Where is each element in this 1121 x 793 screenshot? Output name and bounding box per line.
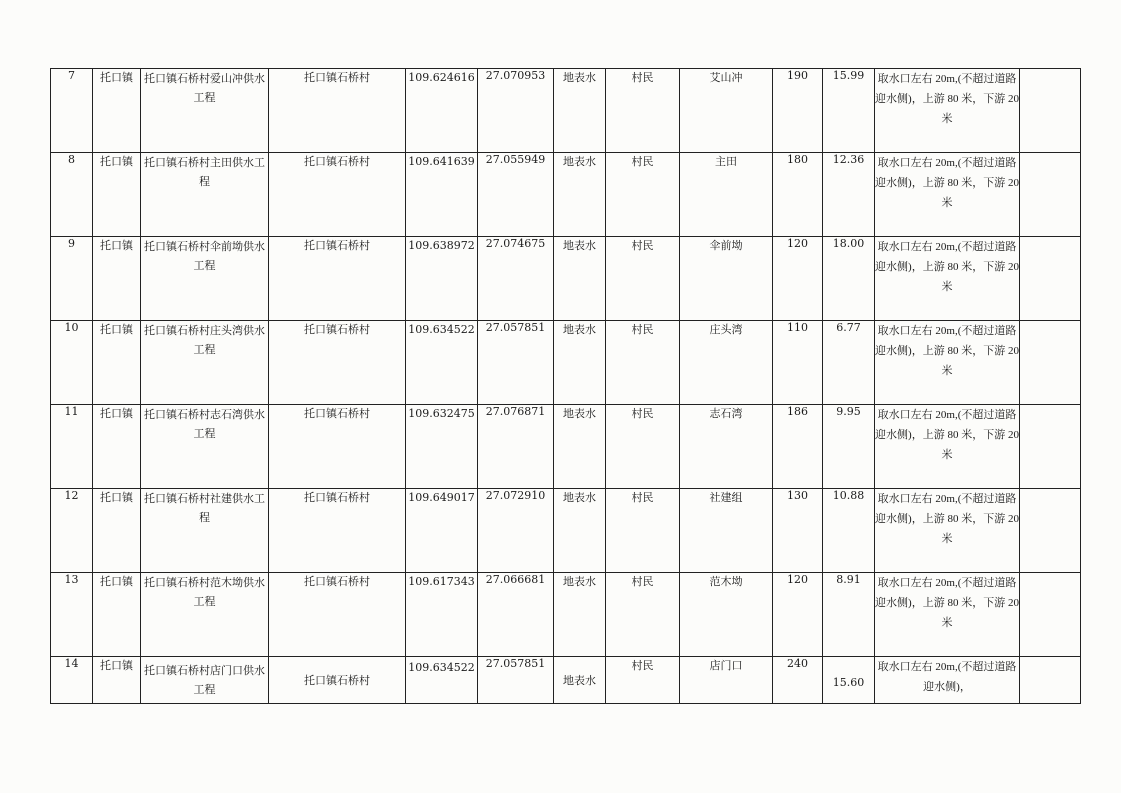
- longitude-cell: 109.617343: [406, 573, 478, 657]
- user-type-cell: 村民: [606, 69, 680, 153]
- source-type-cell: 地表水: [554, 153, 606, 237]
- population-cell: 180: [773, 153, 823, 237]
- project-name-cell: 托口镇石桥村爱山冲供水工程: [141, 69, 269, 153]
- table-row: [51, 153, 1081, 237]
- longitude-cell: 109.632475: [406, 405, 478, 489]
- population-cell: 110: [773, 321, 823, 405]
- population-cell: 190: [773, 69, 823, 153]
- user-type-cell: 村民: [606, 153, 680, 237]
- area-cell: 15.99: [823, 69, 875, 153]
- source-type-cell: 地表水: [554, 237, 606, 321]
- area-cell: 10.88: [823, 489, 875, 573]
- user-type-cell: 村民: [606, 657, 680, 704]
- latitude-cell: 27.070953: [478, 69, 554, 153]
- population-cell: 240: [773, 657, 823, 704]
- protection-range-cell: 取水口左右 20m,(不超过道路迎水侧)，上游 80 米，下游 20 米: [875, 321, 1020, 405]
- water-source-table: [50, 68, 1081, 704]
- area-cell: 12.36: [823, 153, 875, 237]
- protection-range-cell: 取水口左右 20m,(不超过道路迎水侧)，上游 80 米，下游 20 米: [875, 237, 1020, 321]
- protection-range-cell: 取水口左右 20m,(不超过道路迎水侧)，上游 80 米，下游 20 米: [875, 489, 1020, 573]
- row-index: 13: [51, 573, 93, 657]
- location-cell: 艾山冲: [680, 69, 773, 153]
- area-cell: 15.60: [823, 657, 875, 704]
- admin-village-cell: 托口镇石桥村: [269, 657, 406, 704]
- row-index: 11: [51, 405, 93, 489]
- row-index: 9: [51, 237, 93, 321]
- admin-village-cell: 托口镇石桥村: [269, 405, 406, 489]
- town-cell: 托口镇: [93, 405, 141, 489]
- source-type-cell: 地表水: [554, 405, 606, 489]
- remarks-cell: [1020, 657, 1081, 704]
- location-cell: 志石湾: [680, 405, 773, 489]
- latitude-cell: 27.072910: [478, 489, 554, 573]
- source-type-cell: 地表水: [554, 489, 606, 573]
- protection-range-cell: 取水口左右 20m,(不超过道路迎水侧)，上游 80 米，下游 20 米: [875, 573, 1020, 657]
- area-cell: 8.91: [823, 573, 875, 657]
- location-cell: 店门口: [680, 657, 773, 704]
- project-name-cell: 托口镇石桥村范木坳供水工程: [141, 573, 269, 657]
- row-index: 7: [51, 69, 93, 153]
- project-name-cell: 托口镇石桥村店门口供水工程: [141, 657, 269, 704]
- latitude-cell: 27.057851: [478, 657, 554, 704]
- remarks-cell: [1020, 321, 1081, 405]
- project-name-cell: 托口镇石桥村庄头湾供水工程: [141, 321, 269, 405]
- area-cell: 6.77: [823, 321, 875, 405]
- source-type-cell: 地表水: [554, 657, 606, 704]
- town-cell: 托口镇: [93, 573, 141, 657]
- population-cell: 120: [773, 573, 823, 657]
- latitude-cell: 27.066681: [478, 573, 554, 657]
- row-index: 12: [51, 489, 93, 573]
- project-name-cell: 托口镇石桥村伞前坳供水工程: [141, 237, 269, 321]
- area-cell: 9.95: [823, 405, 875, 489]
- longitude-cell: 109.624616: [406, 69, 478, 153]
- protection-range-cell: 取水口左右 20m,(不超过道路迎水侧)，: [875, 657, 1020, 704]
- table-row: [51, 489, 1081, 573]
- table-row: [51, 573, 1081, 657]
- table-row: [51, 321, 1081, 405]
- town-cell: 托口镇: [93, 321, 141, 405]
- user-type-cell: 村民: [606, 489, 680, 573]
- user-type-cell: 村民: [606, 573, 680, 657]
- table-row: [51, 657, 1081, 704]
- protection-range-cell: 取水口左右 20m,(不超过道路迎水侧)，上游 80 米，下游 20 米: [875, 405, 1020, 489]
- table-row: [51, 69, 1081, 153]
- population-cell: 186: [773, 405, 823, 489]
- town-cell: 托口镇: [93, 237, 141, 321]
- town-cell: 托口镇: [93, 489, 141, 573]
- admin-village-cell: 托口镇石桥村: [269, 69, 406, 153]
- row-index: 8: [51, 153, 93, 237]
- project-name-cell: 托口镇石桥村主田供水工程: [141, 153, 269, 237]
- longitude-cell: 109.634522: [406, 321, 478, 405]
- user-type-cell: 村民: [606, 237, 680, 321]
- source-type-cell: 地表水: [554, 321, 606, 405]
- latitude-cell: 27.057851: [478, 321, 554, 405]
- town-cell: 托口镇: [93, 69, 141, 153]
- remarks-cell: [1020, 153, 1081, 237]
- remarks-cell: [1020, 405, 1081, 489]
- project-name-cell: 托口镇石桥村社建供水工程: [141, 489, 269, 573]
- location-cell: 庄头湾: [680, 321, 773, 405]
- table-row: [51, 237, 1081, 321]
- remarks-cell: [1020, 69, 1081, 153]
- town-cell: 托口镇: [93, 153, 141, 237]
- remarks-cell: [1020, 573, 1081, 657]
- longitude-cell: 109.634522: [406, 657, 478, 704]
- longitude-cell: 109.649017: [406, 489, 478, 573]
- latitude-cell: 27.076871: [478, 405, 554, 489]
- town-cell: 托口镇: [93, 657, 141, 704]
- location-cell: 主田: [680, 153, 773, 237]
- location-cell: 范木坳: [680, 573, 773, 657]
- protection-range-cell: 取水口左右 20m,(不超过道路迎水侧)，上游 80 米，下游 20 米: [875, 153, 1020, 237]
- population-cell: 130: [773, 489, 823, 573]
- user-type-cell: 村民: [606, 405, 680, 489]
- longitude-cell: 109.638972: [406, 237, 478, 321]
- project-name-cell: 托口镇石桥村志石湾供水工程: [141, 405, 269, 489]
- table-row: [51, 405, 1081, 489]
- population-cell: 120: [773, 237, 823, 321]
- longitude-cell: 109.641639: [406, 153, 478, 237]
- admin-village-cell: 托口镇石桥村: [269, 153, 406, 237]
- source-type-cell: 地表水: [554, 573, 606, 657]
- source-type-cell: 地表水: [554, 69, 606, 153]
- location-cell: 伞前坳: [680, 237, 773, 321]
- user-type-cell: 村民: [606, 321, 680, 405]
- row-index: 14: [51, 657, 93, 704]
- protection-range-cell: 取水口左右 20m,(不超过道路迎水侧)，上游 80 米，下游 20 米: [875, 69, 1020, 153]
- admin-village-cell: 托口镇石桥村: [269, 489, 406, 573]
- latitude-cell: 27.055949: [478, 153, 554, 237]
- remarks-cell: [1020, 237, 1081, 321]
- remarks-cell: [1020, 489, 1081, 573]
- location-cell: 社建组: [680, 489, 773, 573]
- row-index: 10: [51, 321, 93, 405]
- area-cell: 18.00: [823, 237, 875, 321]
- latitude-cell: 27.074675: [478, 237, 554, 321]
- admin-village-cell: 托口镇石桥村: [269, 573, 406, 657]
- admin-village-cell: 托口镇石桥村: [269, 237, 406, 321]
- admin-village-cell: 托口镇石桥村: [269, 321, 406, 405]
